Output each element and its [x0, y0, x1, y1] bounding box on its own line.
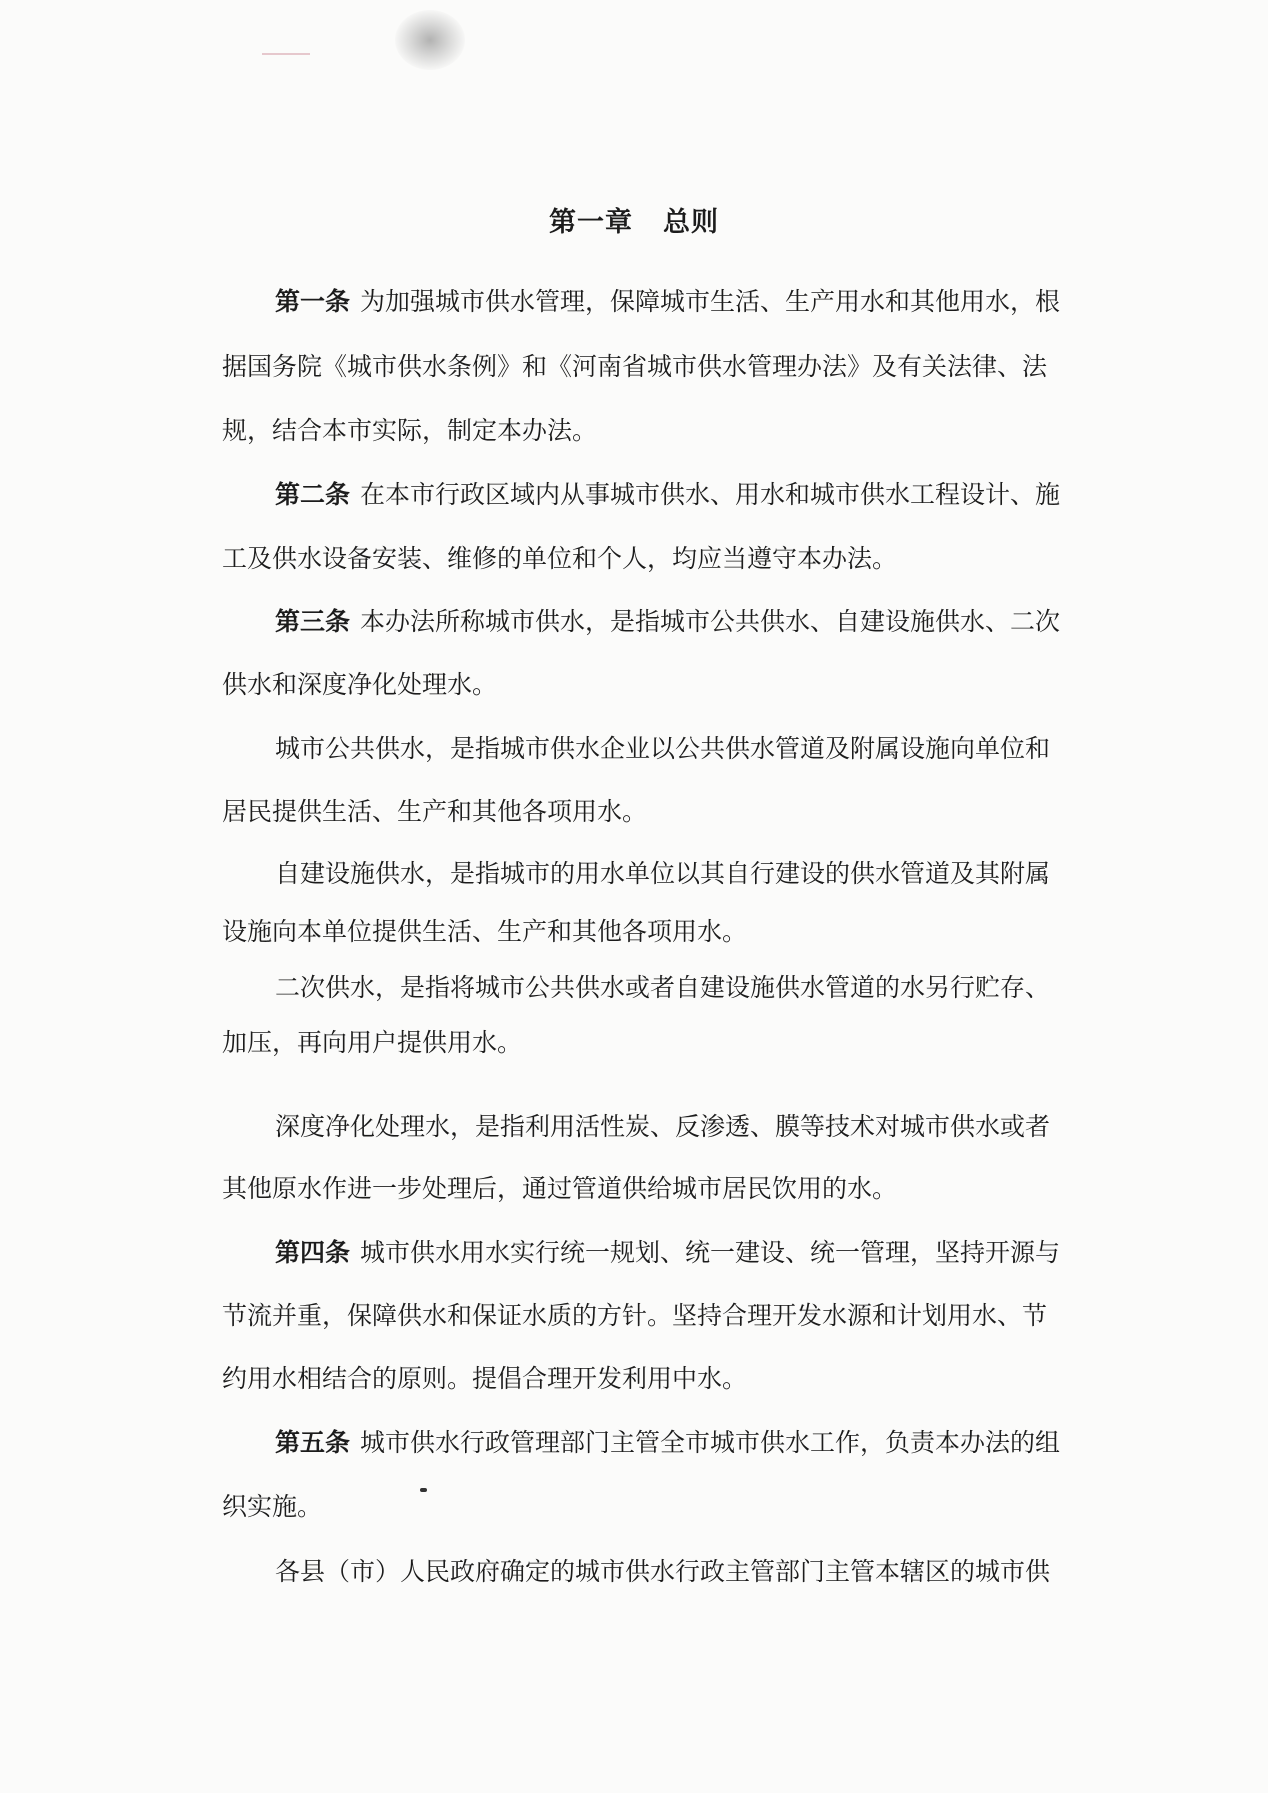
line-text: 规，结合本市实际，制定本办法。: [222, 416, 598, 445]
paragraph-line: [275, 732, 1115, 766]
line-text: 城市供水用水实行统一规划、统一建设、统一管理，坚持开源与: [360, 1238, 1061, 1267]
line-text: 居民提供生活、生产和其他各项用水。: [222, 797, 648, 826]
paragraph-line: [222, 1362, 1062, 1396]
line-text: 织实施。: [222, 1492, 323, 1521]
line-text: 在本市行政区域内从事城市供水、用水和城市供水工程设计、施: [360, 480, 1061, 509]
line-text: 工及供水设备安装、维修的单位和个人，均应当遵守本办法。: [222, 544, 898, 573]
paragraph-line: [222, 542, 1062, 576]
line-text: 据国务院《城市供水条例》和《河南省城市供水管理办法》及有关法律、法: [222, 352, 1048, 381]
line-text: 各县（市）人民政府确定的城市供水行政主管部门主管本辖区的城市供: [275, 1557, 1051, 1586]
article-number: 第二条: [275, 480, 351, 509]
article-number: 第五条: [275, 1428, 351, 1457]
chapter-label: 第一章: [549, 207, 633, 238]
line-text: 约用水相结合的原则。提倡合理开发利用中水。: [222, 1364, 748, 1393]
paragraph-line: [275, 971, 1115, 1005]
chapter-name: 总则: [663, 207, 719, 238]
article-number: 第三条: [275, 607, 351, 636]
line-text: 自建设施供水，是指城市的用水单位以其自行建设的供水管道及其附属: [275, 859, 1051, 888]
line-text: 本办法所称城市供水，是指城市公共供水、自建设施供水、二次: [360, 607, 1061, 636]
paragraph-line: [275, 1236, 1115, 1270]
article-number: 第四条: [275, 1238, 351, 1267]
chapter-title: [0, 200, 1268, 239]
paragraph-line: [222, 1490, 1062, 1524]
paragraph-line: [275, 1426, 1115, 1460]
paragraph-line: [275, 478, 1115, 512]
line-text: 设施向本单位提供生活、生产和其他各项用水。: [222, 917, 748, 946]
line-text: 城市公共供水，是指城市供水企业以公共供水管道及附属设施向单位和: [275, 734, 1051, 763]
scan-mark: [262, 53, 310, 55]
line-text: 供水和深度净化处理水。: [222, 670, 498, 699]
line-text: 加压，再向用户提供用水。: [222, 1028, 523, 1057]
paragraph-line: [275, 605, 1115, 639]
paragraph-line: [222, 1172, 1062, 1206]
line-text: 深度净化处理水，是指利用活性炭、反渗透、膜等技术对城市供水或者: [275, 1112, 1051, 1141]
line-text: 城市供水行政管理部门主管全市城市供水工作，负责本办法的组: [360, 1428, 1061, 1457]
paragraph-line: [222, 915, 1062, 949]
paragraph-line: [275, 285, 1115, 319]
line-text: 为加强城市供水管理，保障城市生活、生产用水和其他用水，根: [360, 287, 1061, 316]
paragraph-line: [222, 414, 1062, 448]
line-text: 二次供水，是指将城市公共供水或者自建设施供水管道的水另行贮存、: [275, 973, 1051, 1002]
paragraph-line: [222, 350, 1062, 384]
scan-smudge: [395, 10, 465, 70]
paragraph-line: [222, 1299, 1062, 1333]
paragraph-line: [275, 857, 1115, 891]
article-number: 第一条: [275, 287, 351, 316]
paragraph-line: [275, 1110, 1115, 1144]
line-text: 节流并重，保障供水和保证水质的方针。坚持合理开发水源和计划用水、节: [222, 1301, 1048, 1330]
line-text: 其他原水作进一步处理后，通过管道供给城市居民饮用的水。: [222, 1174, 898, 1203]
paragraph-line: [222, 795, 1062, 829]
paragraph-line: [222, 1026, 1062, 1060]
paragraph-line: [275, 1555, 1115, 1589]
paragraph-line: [222, 668, 1062, 702]
